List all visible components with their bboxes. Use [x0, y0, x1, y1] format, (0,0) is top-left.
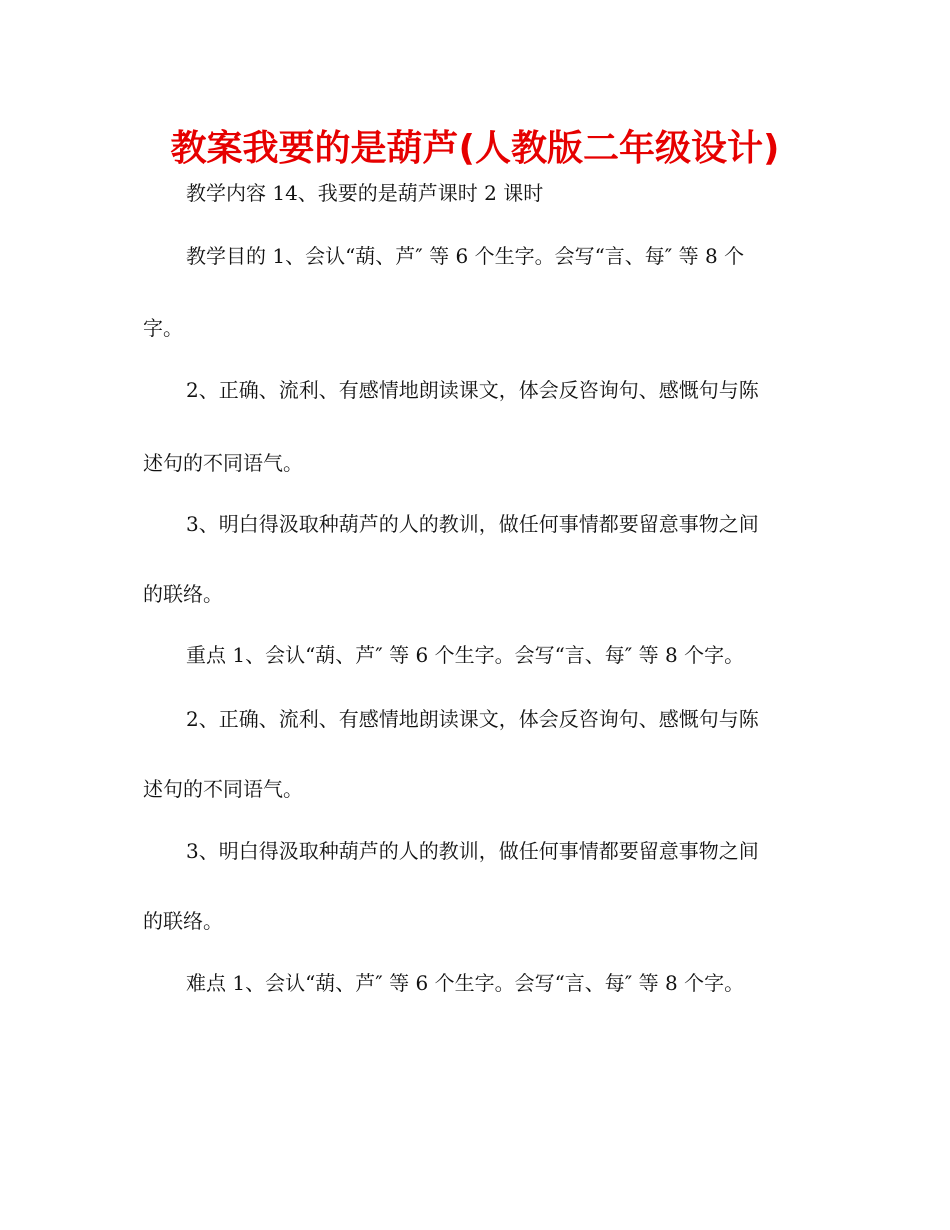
key-point-line-3-cont: 的联络。 [143, 909, 223, 933]
teaching-goal-line-3: 3、明白得汲取种葫芦的人的教训，做任何事情都要留意事物之间 [186, 512, 759, 536]
document-title: 教案我要的是葫芦(人教版二年级设计) [170, 128, 780, 169]
teaching-goal-line-1: 教学目的 1、会认“葫、芦″ 等 6 个生字。会写“言、每″ 等 8 个 [186, 244, 745, 268]
difficulty-line-1: 难点 1、会认“葫、芦″ 等 6 个生字。会写“言、每″ 等 8 个字。 [186, 971, 745, 995]
teaching-goal-line-3-cont: 的联络。 [143, 582, 223, 606]
key-point-line-2: 2、正确、流利、有感情地朗读课文，体会反咨询句、感慨句与陈 [186, 707, 759, 731]
teaching-goal-line-1-cont: 字。 [143, 316, 183, 340]
teaching-content-line: 教学内容 14、我要的是葫芦课时 2 课时 [186, 181, 544, 205]
key-point-line-1: 重点 1、会认“葫、芦″ 等 6 个生字。会写“言、每″ 等 8 个字。 [186, 643, 745, 667]
teaching-goal-line-2-cont: 述句的不同语气。 [143, 451, 303, 475]
teaching-goal-line-2: 2、正确、流利、有感情地朗读课文，体会反咨询句、感慨句与陈 [186, 378, 759, 402]
key-point-line-3: 3、明白得汲取种葫芦的人的教训，做任何事情都要留意事物之间 [186, 839, 759, 863]
key-point-line-2-cont: 述句的不同语气。 [143, 777, 303, 801]
